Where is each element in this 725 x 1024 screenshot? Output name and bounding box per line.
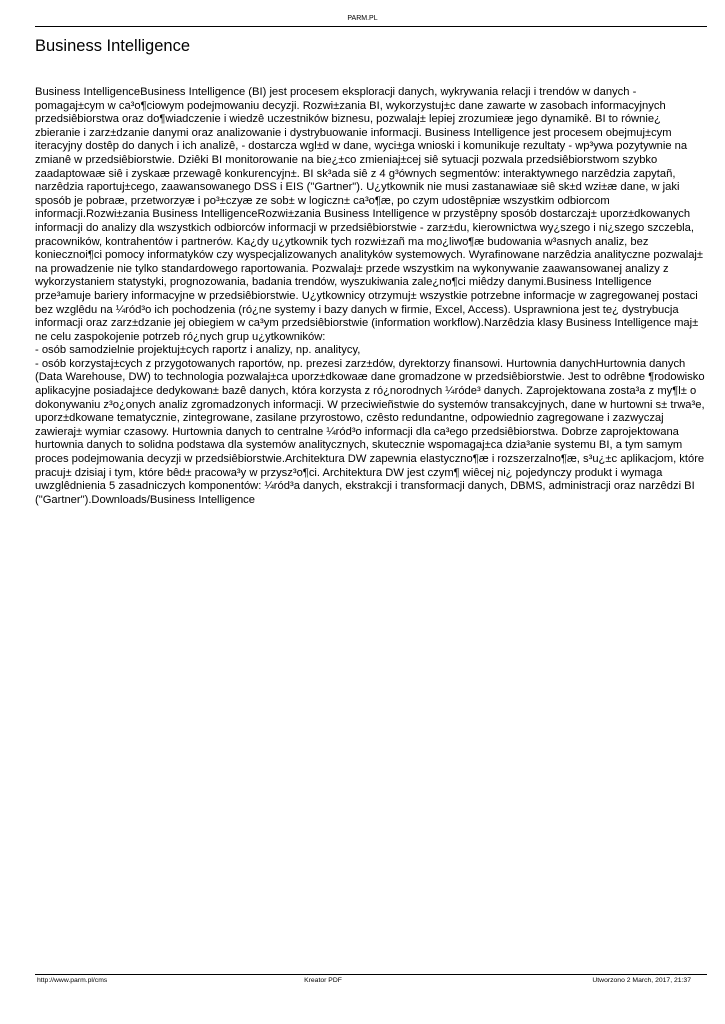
user-groups-list — [35, 344, 707, 507]
list-item: - osób samodzielnie projektuj±cych raportz i analizy, np. analitycy, — [35, 344, 361, 357]
page-footer — [35, 976, 707, 986]
article-paragraph: Business IntelligenceBusiness Intelligence (BI) jest procesem eksploracji danych, wykrywania relacji i trendów w danych - pomagaj±cym w ca³o¶ciowym podejmowaniu decyzji. Rozwi±zania BI, wykorzystuj±c dane zawarte w zasobach informacyjnych przedsiêbiorstwa oraz do¶wiadczenie i wiedzê uczestników biznesu, pozwalaj± lepiej zrozumieæ jego dynamikê. BI to równie¿ zbieranie i zarz±dzanie danymi oraz analizowanie i dystrybuowanie informacji. Business Intelligence jest procesem obejmuj±cym iteracyjny dostêp do danych i ich analizê, - dostarcza wgl±d w dane, wyci±ga wnioski i komunikuje rezultaty - wp³ywa pozytywnie na zmianê w przedsiêbiorstwie. Dziêki BI monitorowanie na bie¿±co zmieniaj±cej siê sytuacji pozwala przedsiêbiorstwom szybko zaadaptowaæ siê i zyskaæ przewagê konkurencyjn±. BI sk³ada siê z 4 g³ównych segmentów: interaktywnego narzêdzia zapytañ, narzêdzia raportuj±cego, zaawansowanego DSS i EIS ("Gartner"). U¿ytkownik nie musi zastanawiaæ siê sk±d wzi±æ dane, w jaki sposób je pobraæ, przetworzyæ i po³±czyæ ze sob± w logiczn± ca³o¶æ, po czym udostêpniæ wszystkim odbiorcom informacji.Rozwi±zania Business IntelligenceRozwi±zania Business Intelligence w przystêpny sposób dostarczaj± uporz±dkowanych informacji do analizy dla wszystkich odbiorców informacji w przedsiêbiorstwie - zarz±du, kierownictwa wy¿szego i ni¿szego szczebla, pracowników, kontrahentów i partnerów. Ka¿dy u¿ytkownik tych rozwi±zañ ma mo¿liwo¶æ budowania w³asnych analiz, bez koniecznoi¶ci pomocy informatyków czy wyspecjalizowanych analityków systemowych. Wyrafinowane narzêdzia analityczne pozwalaj± na prowadzenie nie tylko standardowego raportowania. Pozwalaj± przede wszystkim na wykonywanie zaawansowanej analizy z wykorzystaniem statystyki, prognozowania, badania trendów, wyszukiwania zale¿no¶ci miêdzy danymi.Business Intelligence prze³amuje bariery informacyjne w przedsiêbiorstwie. U¿ytkownicy otrzymuj± wszystkie potrzebne informacje w zagregowanej postaci bez wzglêdu na ¼ród³o ich pochodzenia (ró¿ne systemy i bazy danych w firmie, Excel, Access). Usprawniona jest te¿ dystrybucja informacji oraz zarz±dzanie jej obiegiem w ca³ym przedsiêbiorstwie (information workflow).Narzêdzia klasy Business Intelligence maj± ne celu zaspokojenie potrzeb ró¿nych grup u¿ytkowników: — [35, 86, 704, 343]
footer-url: http://www.parm.pl/cms — [37, 977, 108, 984]
header-divider — [35, 26, 707, 27]
footer-divider — [35, 974, 707, 975]
list-item: - osób korzystaj±cych z przygotowanych raportów, np. prezesi zarz±dów, dyrektorzy finansowi. Hurtownia danychHurtownia danych (Data Warehouse, DW) to technologia pozwalaj±ca uporz±dkowaæ dane gromadzone w przedsiêbiorstwie. Jest to odrêbne ¶rodowisko aplikacyjne posiadaj±ce dedykowan± bazê danych, która korzysta z ró¿norodnych ¼róde³ danych. Zaprojektowana zosta³a z my¶l± o dokonywaniu z³o¿onych analiz zgromadzonych informacji. W przeciwieñstwie do systemów transakcyjnych, dane w hurtowni s± trwa³e, uporz±dkowane tematycznie, zintegrowane, zasilane przyrostowo, czêsto redundantne, odpowiednio zagregowane i zazwyczaj zawieraj± wymiar czasowy. Hurtownia danych to centralne ¼ród³o informacji dla ca³ego przedsiêbiorstwa. Dobrze zaprojektowana hurtownia danych to solidna podstawa dla systemów analitycznych, skutecznie wspomagaj±ca dzia³anie systemu BI, a tym samym proces podejmowania decyzji w przedsiêbiorstwie.Architektura DW zapewnia elastyczno¶æ i rozszerzalno¶æ, s³u¿±c aplikacjom, które pracuj± dzisiaj i tym, które bêd± pracowa³y w przysz³o¶ci. Architektura DW jest czym¶ wiêcej ni¿ pojedynczy produkt i wymaga uwzglêdnienia 5 zasadniczych komponentów: ¼ród³a danych, ekstrakcji i transformacji danych, DBMS, administracji oraz narzêdzi BI ("Gartner").Downloads/Business Intelligence — [35, 357, 705, 506]
footer-generator: Kreator PDF — [304, 977, 342, 984]
page-title: Business Intelligence — [35, 37, 191, 55]
article-body — [35, 86, 707, 507]
site-header: PARM.PL — [347, 15, 378, 22]
footer-created-date: Utworzono 2 March, 2017, 21:37 — [592, 977, 691, 984]
